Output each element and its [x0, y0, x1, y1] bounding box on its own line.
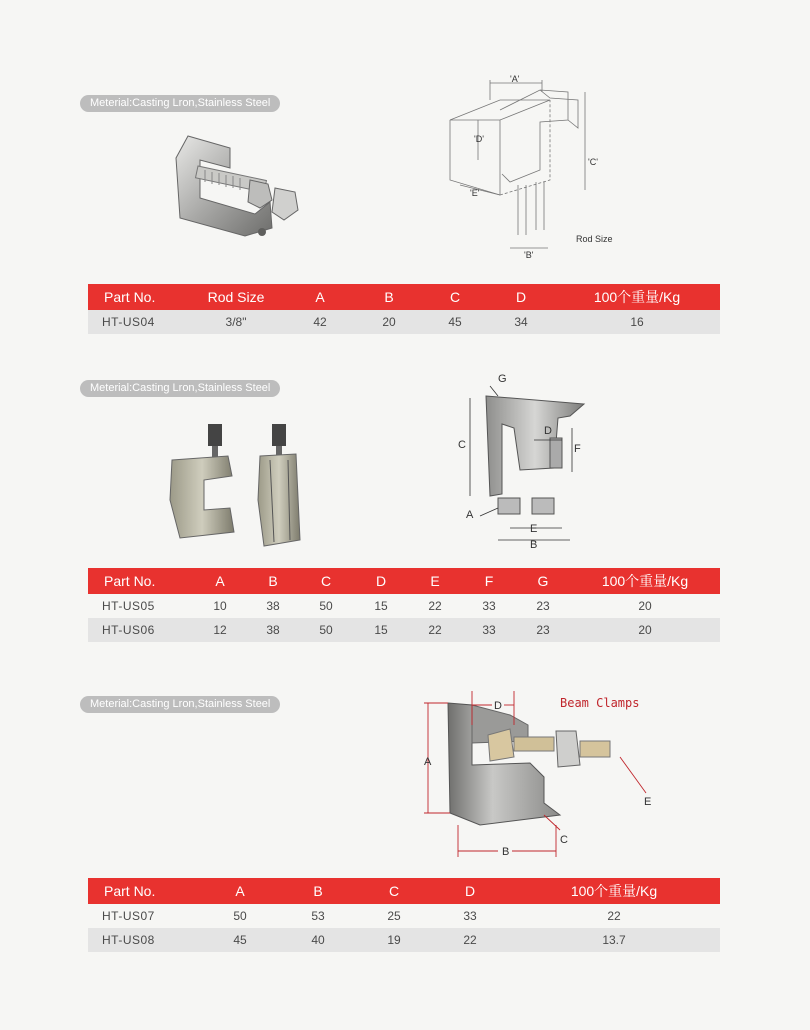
header-e: E — [408, 568, 462, 594]
diagram3-label-e: E — [644, 796, 652, 808]
table-row — [88, 618, 720, 642]
header-part-no: Part No. — [88, 568, 192, 594]
beam-clamp-photo-2 — [160, 420, 310, 555]
cell-a: 12 — [192, 618, 248, 642]
cell-c: 45 — [422, 310, 488, 334]
cell-e: 22 — [408, 594, 462, 618]
cell-rod-size: 3/8" — [188, 310, 284, 334]
dimension-diagram-3 — [410, 685, 670, 860]
header-b: B — [356, 284, 422, 310]
diagram2-label-f: F — [574, 443, 581, 455]
dimension-diagram-1 — [440, 70, 630, 270]
header-weight: 100个重量/Kg — [508, 878, 720, 904]
table-row — [88, 594, 720, 618]
table-header-row — [88, 878, 720, 904]
cell-d: 34 — [488, 310, 554, 334]
material-label-2: Meterial:Casting Lron,Stainless Steel — [80, 380, 280, 397]
header-b: B — [248, 568, 298, 594]
cell-d: 15 — [354, 618, 408, 642]
diagram2-label-c: C — [458, 439, 466, 451]
diagram1-label-rod: Rod Size — [576, 234, 613, 244]
cell-part-no: HT-US04 — [88, 310, 188, 334]
cell-weight: 16 — [554, 310, 720, 334]
cell-e: 22 — [408, 618, 462, 642]
cell-b: 20 — [356, 310, 422, 334]
diagram3-label-b: B — [502, 846, 510, 858]
diagram1-label-b: 'B' — [524, 250, 534, 260]
table-header-row — [88, 284, 720, 310]
diagram1-label-c: 'C' — [588, 157, 598, 167]
beam-clamp-photo-1 — [160, 128, 310, 248]
table-row — [88, 904, 720, 928]
diagram2-label-e: E — [530, 523, 538, 535]
table-row — [88, 310, 720, 334]
diagram2-label-d: D — [544, 425, 552, 437]
cell-f: 33 — [462, 594, 516, 618]
cell-g: 23 — [516, 594, 570, 618]
cell-a: 45 — [200, 928, 280, 952]
cell-part-no: HT-US06 — [88, 618, 192, 642]
header-rod-size: Rod Size — [188, 284, 284, 310]
diagram1-label-a: 'A' — [510, 74, 520, 84]
cell-c: 50 — [298, 594, 354, 618]
cell-d: 22 — [432, 928, 508, 952]
cell-weight: 13.7 — [508, 928, 720, 952]
cell-part-no: HT-US08 — [88, 928, 200, 952]
cell-weight: 22 — [508, 904, 720, 928]
header-d: D — [354, 568, 408, 594]
beam-clamps-title: Beam Clamps — [560, 696, 640, 710]
cell-a: 10 — [192, 594, 248, 618]
cell-b: 38 — [248, 594, 298, 618]
diagram2-label-a: A — [466, 509, 474, 521]
diagram3-label-c: C — [560, 834, 568, 846]
header-a: A — [200, 878, 280, 904]
cell-g: 23 — [516, 618, 570, 642]
cell-part-no: HT-US07 — [88, 904, 200, 928]
diagram2-label-g: G — [498, 373, 507, 385]
cell-b: 53 — [280, 904, 356, 928]
diagram2-label-b: B — [530, 539, 538, 551]
spec-table-3 — [88, 878, 720, 952]
header-c: C — [298, 568, 354, 594]
header-f: F — [462, 568, 516, 594]
table-header-row — [88, 568, 720, 594]
header-g: G — [516, 568, 570, 594]
spec-table-1 — [88, 284, 720, 334]
cell-d: 33 — [432, 904, 508, 928]
cell-c: 50 — [298, 618, 354, 642]
header-d: D — [432, 878, 508, 904]
dimension-diagram-2 — [450, 368, 600, 553]
header-c: C — [356, 878, 432, 904]
header-part-no: Part No. — [88, 878, 200, 904]
header-d: D — [488, 284, 554, 310]
cell-part-no: HT-US05 — [88, 594, 192, 618]
diagram1-label-d: 'D' — [474, 134, 484, 144]
cell-f: 33 — [462, 618, 516, 642]
cell-c: 25 — [356, 904, 432, 928]
cell-weight: 20 — [570, 618, 720, 642]
header-c: C — [422, 284, 488, 310]
header-weight: 100个重量/Kg — [554, 284, 720, 310]
cell-a: 42 — [284, 310, 356, 334]
table-row — [88, 928, 720, 952]
cell-a: 50 — [200, 904, 280, 928]
cell-b: 40 — [280, 928, 356, 952]
diagram3-label-a: A — [424, 756, 432, 768]
cell-c: 19 — [356, 928, 432, 952]
cell-b: 38 — [248, 618, 298, 642]
header-b: B — [280, 878, 356, 904]
header-part-no: Part No. — [88, 284, 188, 310]
header-weight: 100个重量/Kg — [570, 568, 720, 594]
spec-table-2 — [88, 568, 720, 642]
material-label-1: Meterial:Casting Lron,Stainless Steel — [80, 95, 280, 112]
header-a: A — [192, 568, 248, 594]
cell-d: 15 — [354, 594, 408, 618]
material-label-3: Meterial:Casting Lron,Stainless Steel — [80, 696, 280, 713]
diagram3-label-d: D — [494, 700, 502, 712]
cell-weight: 20 — [570, 594, 720, 618]
diagram1-label-e: 'E' — [470, 188, 480, 198]
header-a: A — [284, 284, 356, 310]
